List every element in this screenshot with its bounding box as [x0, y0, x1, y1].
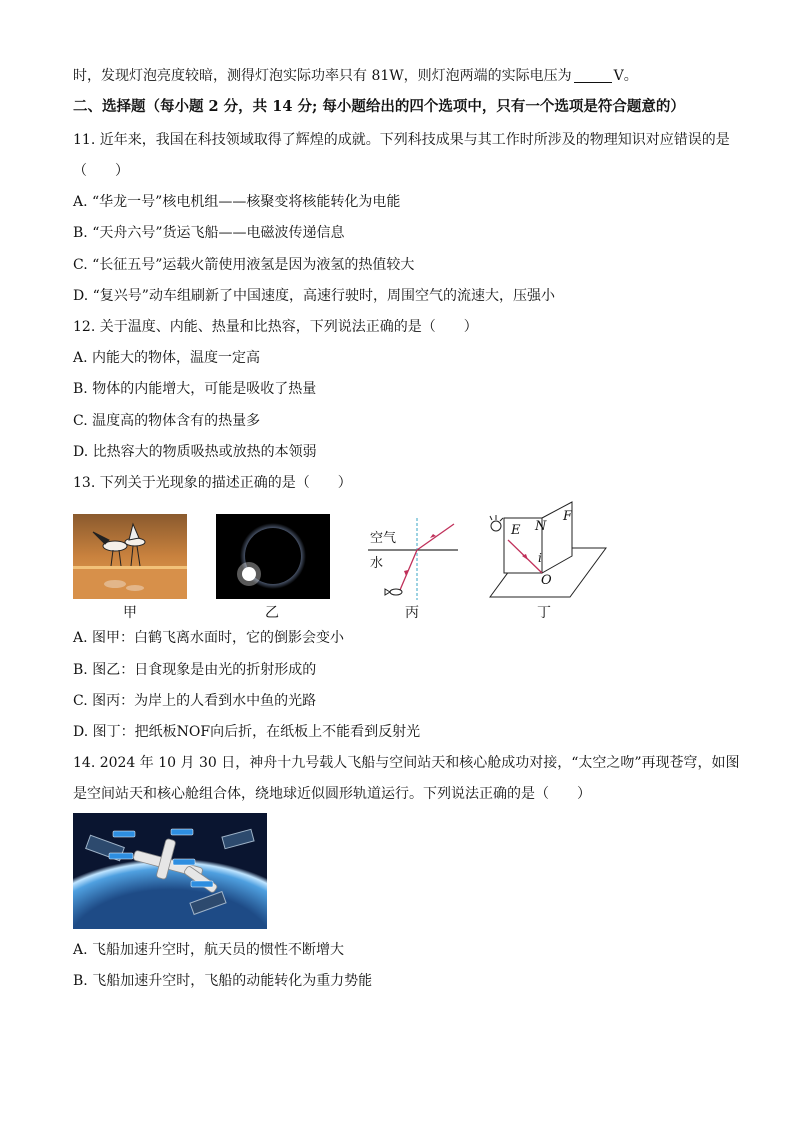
q11-option-a[interactable]: A. “华龙一号”核电机组——核聚变将核能转化为电能 [73, 194, 401, 210]
q12-option-d[interactable]: D. 比热容大的物质吸热或放热的本领弱 [73, 444, 317, 460]
q13-option-c[interactable]: C. 图丙：为岸上的人看到水中鱼的光路 [73, 693, 317, 709]
q14-option-a[interactable]: A. 飞船加速升空时，航天员的惯性不断增大 [73, 942, 345, 958]
section-heading: 二、选择题（每小题 2 分，共 14 分; 每小题给出的四个选项中，只有一个选项是符合题意的） [73, 98, 685, 115]
label-f: F [563, 509, 573, 524]
label-o: O [541, 573, 552, 588]
q11-stem: 11. 近年来，我国在科技领域取得了辉煌的成就。下列科技成果与其工作时所涉及的物理知识对应错误的是 [73, 132, 730, 148]
caption-bing: 丙 [405, 605, 419, 621]
label-air: 空气 [370, 531, 397, 546]
label-water: 水 [370, 556, 384, 571]
q12-option-a[interactable]: A. 内能大的物体，温度一定高 [73, 350, 261, 366]
label-n: N [535, 519, 547, 534]
caption-ding: 丁 [537, 605, 551, 621]
label-i: i [538, 551, 542, 565]
space-station-photo [73, 813, 267, 929]
eclipse-photo [216, 514, 330, 599]
caption-jia: 甲 [123, 605, 137, 621]
q11-option-b[interactable]: B. “天舟六号”货运飞船——电磁波传递信息 [73, 225, 345, 241]
q13-option-d[interactable]: D. 图丁：把纸板NOF向后折，在纸板上不能看到反射光 [73, 724, 421, 740]
q11-option-c[interactable]: C. “长征五号”运载火箭使用液氢是因为液氢的热值较大 [73, 257, 415, 273]
fish-icon [385, 589, 402, 595]
q13-stem: 13. 下列关于光现象的描述正确的是（ ） [73, 475, 352, 491]
q14-stem-line1: 14. 2024 年 10 月 30 日，神舟十九号载人飞船与空间站天和核心舱成功对接，“太空之吻”再现苍穹，如图 [73, 755, 740, 771]
q13-option-a[interactable]: A. 图甲：白鹤飞离水面时，它的倒影会变小 [73, 630, 345, 646]
q12-option-c[interactable]: C. 温度高的物体含有的热量多 [73, 413, 261, 429]
q14-option-b[interactable]: B. 飞船加速升空时，飞船的动能转化为重力势能 [73, 973, 373, 989]
q13-option-b[interactable]: B. 图乙：日食现象是由光的折射形成的 [73, 662, 317, 678]
caption-yi: 乙 [265, 605, 279, 621]
answer-blank[interactable] [574, 68, 612, 83]
crane-photo [73, 514, 187, 599]
q11-paren: （ ） [73, 163, 129, 179]
q12-stem: 12. 关于温度、内能、热量和比热容，下列说法正确的是（ ） [73, 319, 478, 335]
q11-option-d[interactable]: D. “复兴号”动车组刷新了中国速度，高速行驶时，周围空气的流速大，压强小 [73, 288, 555, 304]
q14-stem-line2: 是空间站天和核心舱组合体，绕地球近似圆形轨道运行。下列说法正确的是（ ） [73, 786, 591, 802]
laser-pointer-icon [490, 515, 503, 531]
q12-option-b[interactable]: B. 物体的内能增大，可能是吸收了热量 [73, 381, 317, 397]
q10-tail: 时，发现灯泡亮度较暗，测得灯泡实际功率只有 81W，则灯泡两端的实际电压为 V。 [73, 68, 638, 84]
label-e: E [511, 523, 521, 538]
